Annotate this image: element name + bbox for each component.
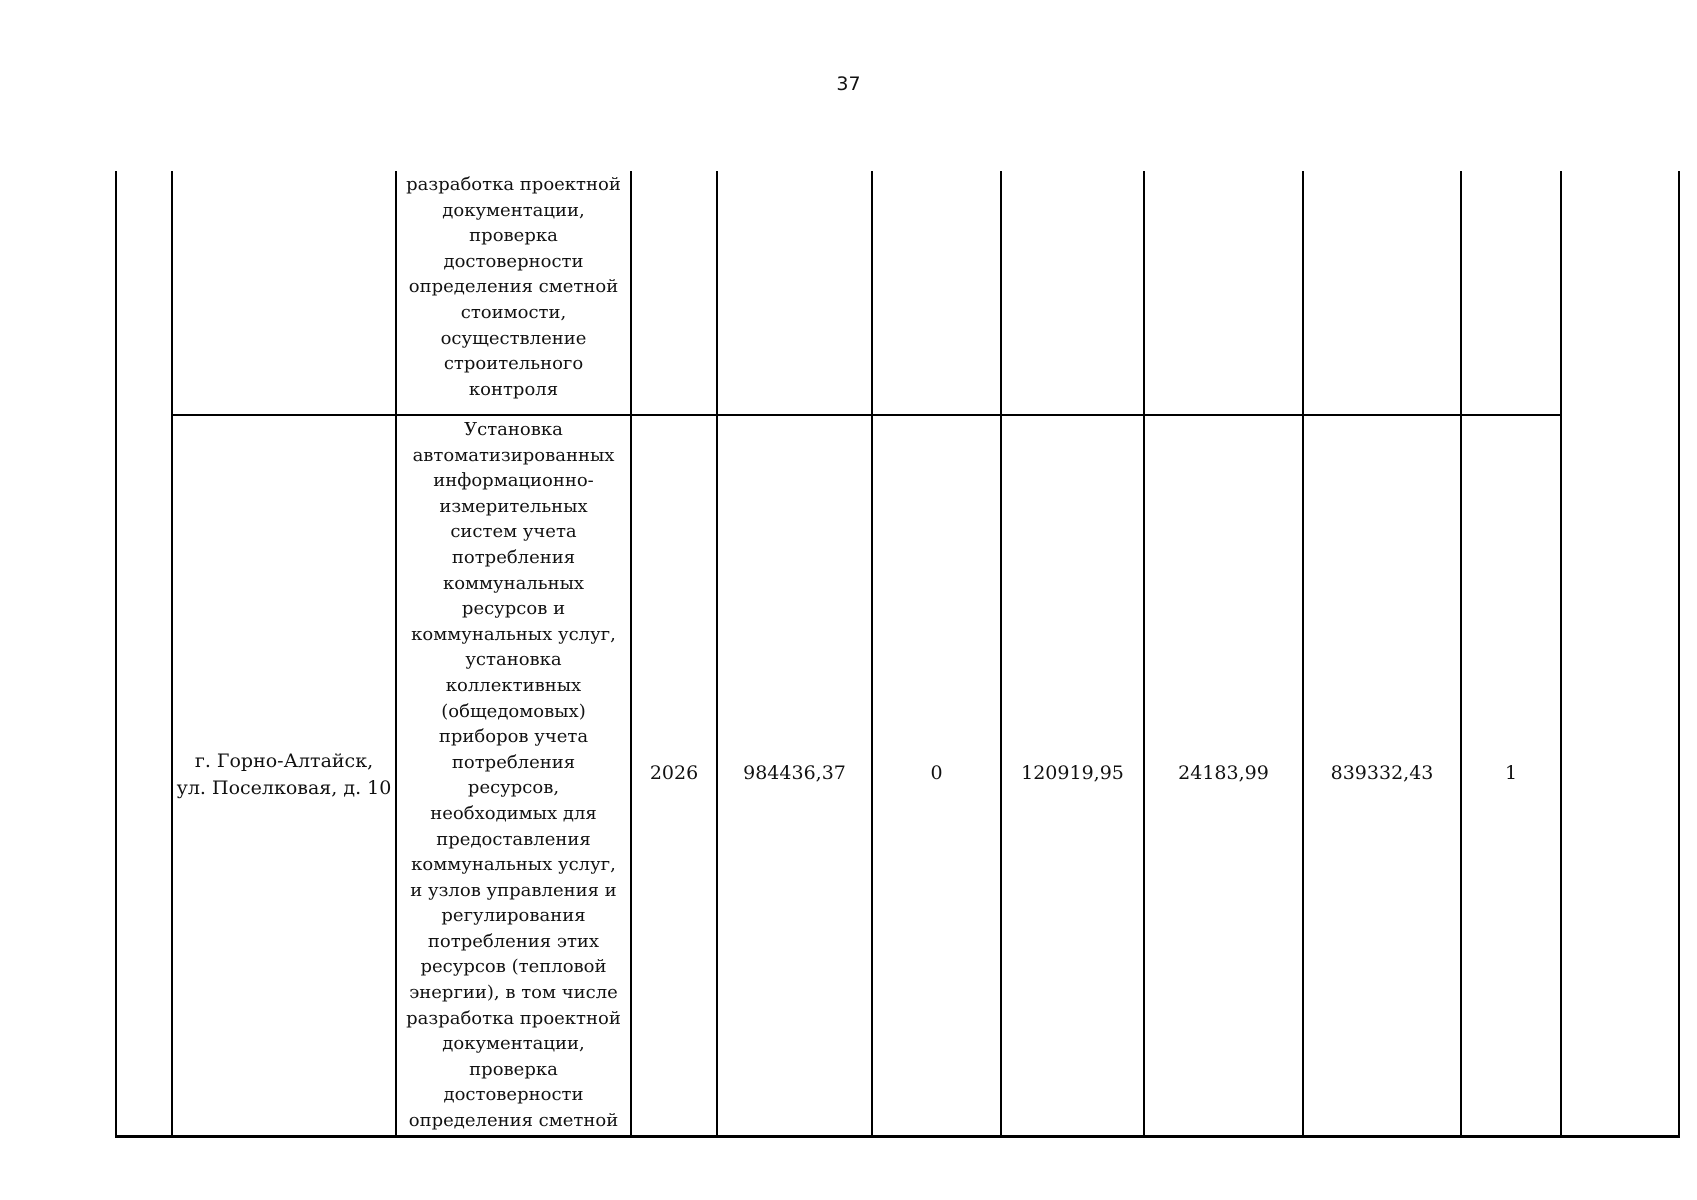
column-divider	[1000, 171, 1002, 1138]
owners-funds-cell: 839332,43	[1330, 762, 1434, 784]
column-divider	[1460, 171, 1462, 1138]
page-number: 37	[836, 73, 861, 95]
column-divider	[630, 171, 632, 1138]
local-budget-cell: 24183,99	[1178, 762, 1269, 784]
row-divider	[171, 414, 1562, 416]
address-cell: г. Горно-Алтайск, ул. Поселковая, д. 10	[176, 750, 392, 799]
year-cell: 2026	[649, 762, 699, 784]
regional-budget-cell: 120919,95	[1021, 762, 1124, 784]
work-description-continued: разработка проектной документации, проверка достоверности определения сметной стоимости, осуществление строительного контроля	[406, 174, 621, 400]
table-border-bottom	[115, 1135, 1680, 1138]
fund-amount-cell: 0	[930, 762, 943, 784]
column-divider	[1302, 171, 1304, 1138]
count-cell: 1	[1504, 762, 1518, 784]
table-border-right	[1678, 171, 1680, 1138]
column-divider	[171, 171, 173, 1138]
column-divider	[871, 171, 873, 1138]
total-cost-cell: 984436,37	[743, 762, 846, 784]
table-border-left	[115, 171, 117, 1138]
work-description: Установка автоматизированных информационно- измерительных систем учета потребления коммунальных ресурсов и коммунальных услуг, установка коллективных (общедомовых) приборов учета потребления ресурсов, необходимых для предоставления коммунальных услуг, и узлов управления и регулирования потребления этих ресурсов (тепловой энергии), в том числе разработка проектной документации, проверка достоверности определения сметной	[406, 419, 621, 1132]
column-divider	[716, 171, 718, 1138]
column-divider	[1143, 171, 1145, 1138]
column-divider	[1560, 171, 1562, 1138]
